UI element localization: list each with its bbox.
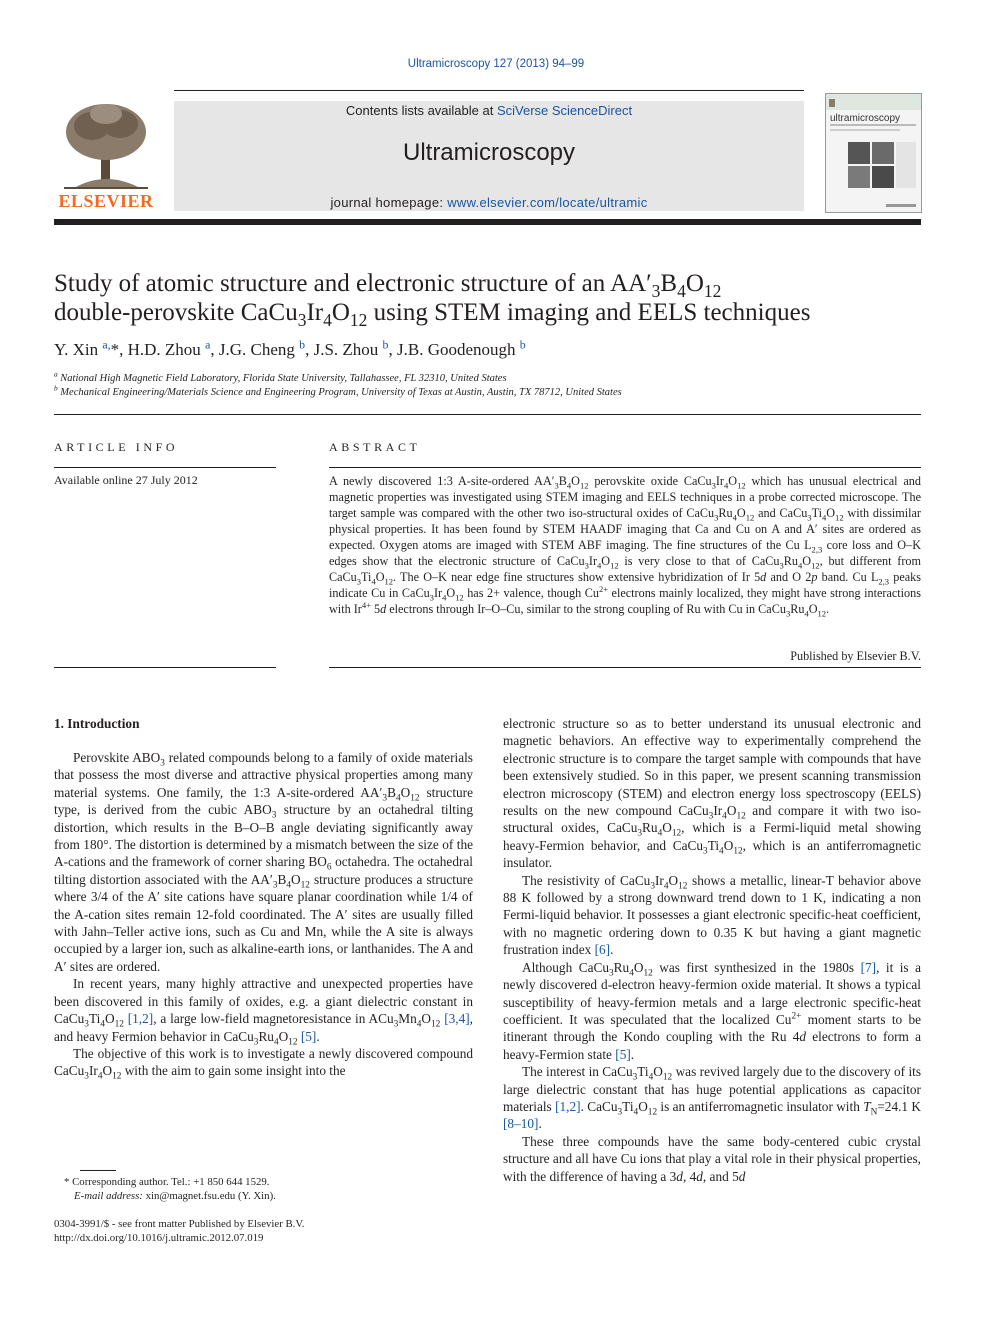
- abstract-text: A newly discovered 1:3 A-site-ordered $AA'_3B_4O_{12}$ perovskite oxide $CaCu_3Ir_4O_{12}$ which has unusual electrical and magnetic properties was investigated using STEM imaging and EELS techniques in a probe corrected microscope. The target sample was compared with the other two iso-structural oxides of $CaCu_3Ru_4O_{12}$ and $CaCu_3Ti_4O_{12}$ with dissimilar physical properties. It has been found by STEM HAADF imaging that Ca and Cu on A and A′ sites are ordered as expected. Oxygen atoms are imaged with STEM ABF imaging. The fine structures of the Cu $L_{2,3}$ core loss and O–K edges show that the electronic structure of $CaCu_3Ir_4O_{12}$ is very close to that of $CaCu_3Ru_4O_{12}$, but different from $CaCu_3Ti_4O_{12}$. The O–K near edge fine structures show extensive hybridization of Ir 5d and O 2p band. Cu $L_{2,3}$ peaks indicate Cu in $CaCu_3Ir_4O_{12}$ has 2+ valence, though $Cu^{2+}$ electrons mainly localized, they might have strong interactions with $Ir^{4+}$ 5d electrons through Ir–O–Cu, similar to the strong coupling of Ru with Cu in $CaCu_3Ru_4O_{12}$.: [329, 474, 921, 619]
- doi-link[interactable]: http://dx.doi.org/10.1016/j.ultramic.2012.07.019: [54, 1232, 264, 1244]
- email-label: E-mail address:: [74, 1190, 146, 1202]
- sciencedirect-link[interactable]: SciVerse ScienceDirect: [496, 103, 633, 118]
- article-title: [54, 269, 934, 330]
- left-column: [54, 749, 473, 1080]
- article-title-line-1: Study of atomic structure and electronic structure of an $AA'_3B_4O_{12}$: [54, 270, 722, 301]
- paragraph: The objective of this work is to investigate a newly discovered compound $CaCu_3Ir_4O_{12}$ with the aim to gain some insight into the: [54, 1045, 473, 1082]
- paragraph: The interest in $CaCu_3Ti_4O_{12}$ was revived largely due to the discovery of its large dielectric constant that has huge potential applications as capacitor materials [1,2]. $CaCu_3Ti_4O_{12}$ is an antiferromagnetic insulator with $T_N=24.1$ K [8–10].: [503, 1064, 922, 1132]
- email-address[interactable]: xin@magnet.fsu.edu (Y. Xin).: [145, 1190, 276, 1202]
- issn-line: 0304-3991/$ - see front matter Published by Elsevier B.V.: [54, 1218, 305, 1230]
- homepage-prefix: journal homepage:: [330, 195, 448, 210]
- corresponding-author-note: * Corresponding author. Tel.: +1 850 644 1529.: [64, 1176, 270, 1188]
- contents-line: [174, 103, 804, 118]
- homepage-link[interactable]: www.elsevier.com/locate/ultramic: [447, 195, 648, 210]
- section-heading-introduction: 1. Introduction: [54, 716, 140, 731]
- abstract-heading: ABSTRACT: [329, 440, 421, 454]
- footnote-rule: [80, 1170, 116, 1171]
- elsevier-wordmark: ELSEVIER: [58, 191, 154, 211]
- article-info-rule: [54, 467, 276, 468]
- journal-homepage: [174, 195, 804, 210]
- contents-prefix: Contents lists available at: [345, 103, 497, 118]
- email-note: [54, 1189, 494, 1203]
- affiliation-b: $^b$ Mechanical Engineering/Materials Science and Engineering Program, University of Texas at Austin, Austin, TX 78712, United States: [54, 383, 622, 398]
- title-divider: [54, 414, 921, 415]
- paragraph: Perovskite $ABO_3$ related compounds belong to a family of oxide materials that possess the most diverse and attractive physical properties among many material systems. One family, the 1:3 A-site-ordered $AA'_3B_4O_{12}$ structure type, is derived from the cubic $ABO_3$ structure by an octahedral tilting distortion, which results in the B–O–B angle deviating significantly away from 180°. The distortion is determined by a mismatch between the size of the A-cations and the framework of corner sharing $BO_6$ octahedra. The octahedral tilting distortion associated with the $AA'_3B_4O_{12}$ structure produces a structure where 3/4 of the A′ site cations have square planar coordination while 1/4 of the A-cation sites remain 12-fold coordinated. The A′ sites are usually filled with Jahn–Teller active ions, such as Cu and Mn, while the A site is always occupied by a larger ion, such as alkaline-earth ions, or lanthanides. The A and A′ sites are ordered.: [54, 750, 473, 974]
- journal-citation[interactable]: Ultramicroscopy 127 (2013) 94–99: [407, 58, 585, 70]
- article-info-bottom-rule: [54, 667, 276, 668]
- affiliation-a: $^a$ National High Magnetic Field Laboratory, Florida State University, Tallahassee, FL 32310, United States: [54, 369, 507, 384]
- paragraph: electronic structure so as to better understand its unusual electronic and magnetic behaviors. An effective way to experimentally comprehend the electronic structure is to compare the target sample with compounds that have been extensively studied. So in this paper, we present scanning transmission electron microscopy (STEM) and electron energy loss spectroscopy (EELS) results on the new compound $CaCu_3Ir_4O_{12}$ and compare it with two iso-structural oxides, $CaCu_3Ru_4O_{12}$, which is a Fermi-liquid metal showing heavy-Fermion behavior, and $CaCu_3Ti_4O_{12}$, which is an antiferromagnetic insulator.: [503, 716, 921, 871]
- masthead-top-rule: [174, 90, 804, 91]
- paragraph: The resistivity of $CaCu_3Ir_4O_{12}$ shows a metallic, linear-T behavior above 88 K followed by a strong downward trend down to 1 K, indicating a non Fermi-liquid behavior. It possesses a giant electronic specific-heat coefficient, with no magnetic ordering down to 0.35 K but having a giant magnetic frustration index [6].: [503, 872, 921, 958]
- author-list: Y. Xin $^{a,}$*, H.D. Zhou $^a$, J.G. Cheng $^b$, J.S. Zhou $^b$, J.B. Goodenough $^b$: [54, 337, 526, 359]
- article-title-line-2: double-perovskite $CaCu_3Ir_4O_{12}$ using STEM imaging and EELS techniques: [54, 299, 811, 330]
- abstract-bottom-rule: [329, 667, 921, 668]
- available-online: Available online 27 July 2012: [54, 473, 198, 487]
- cover-title: ultramicroscopy: [830, 113, 901, 124]
- journal-cover-thumbnail[interactable]: [825, 93, 922, 213]
- abstract-rule: [329, 467, 921, 468]
- right-column: [503, 715, 921, 1185]
- masthead-thick-rule: [54, 219, 921, 225]
- journal-title: Ultramicroscopy: [402, 139, 576, 166]
- article-info-heading: ARTICLE INFO: [54, 440, 179, 454]
- paragraph: In recent years, many highly attractive and unexpected properties have been discovered in this family of oxides, e.g. a giant dielectric constant in $CaCu_3Ti_4O_{12}$ [1,2], a large low-field magnetoresistance in $ACu_3Mn_4O_{12}$ [3,4], and heavy Fermion behavior in $CaCu_3Ru_4O_{12}$ [5].: [54, 976, 473, 1048]
- paragraph: Although $CaCu_3Ru_4O_{12}$ was first synthesized in the 1980s [7], it is a newly discovered d-electron heavy-fermion oxide material. It shows a typical susceptibility of heavy-fermion metals and a large electronic specific-heat coefficient. It was speculated that the localized $Cu^{2+}$ moment starts to be itinerant through the Kondo coupling with the Ru 4d electrons to form a heavy-Fermion state [5].: [503, 959, 921, 1062]
- paragraph: These three compounds have the same body-centered cubic crystal structure and all have Cu ions that play a vital role in their physical properties, with the difference of having a 3d, 4d, and 5d: [503, 1133, 921, 1184]
- published-by: Published by Elsevier B.V.: [790, 649, 921, 663]
